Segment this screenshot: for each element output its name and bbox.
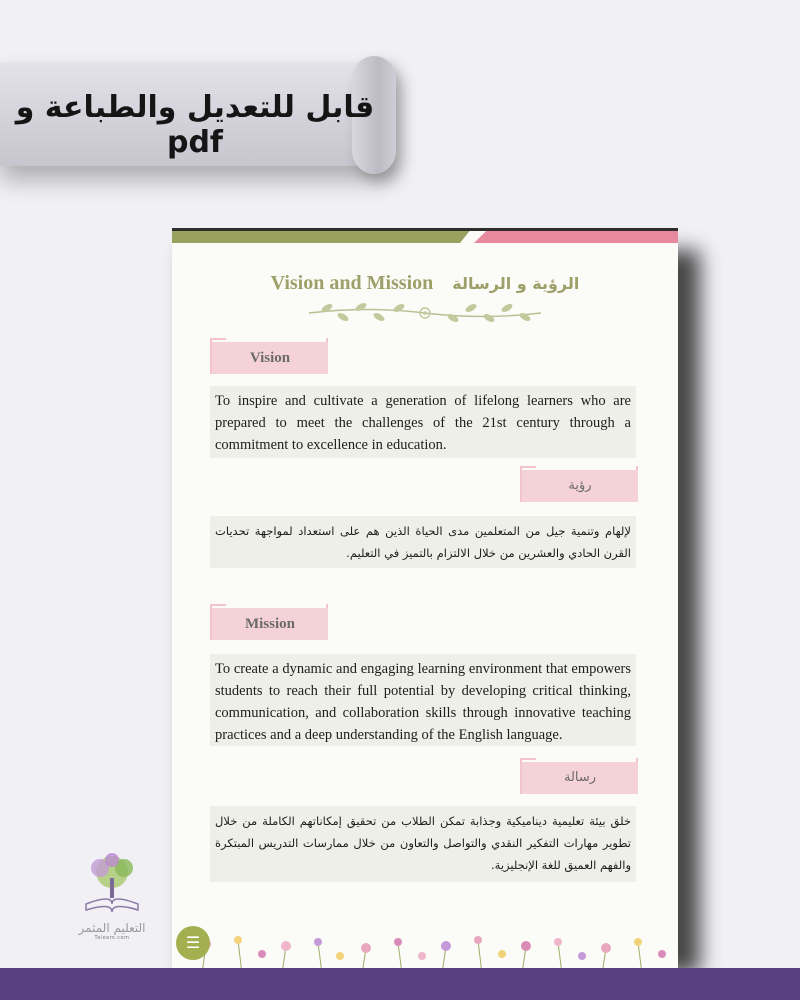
- risala-label: رسالة: [522, 762, 638, 794]
- page-title-ar: الرؤية و الرسالة: [452, 274, 580, 293]
- page-title-en: Vision and Mission: [270, 272, 434, 294]
- document-page: [172, 228, 678, 974]
- tree-book-icon: [80, 852, 144, 914]
- risala-text: خلق بيئة تعليمية ديناميكية وجذابة تمكن الطلاب من تحقيق إمكاناتهم الكاملة من خلال تطوير مهارات التفكير النقدي والتواصل والتعاون من خلال ممارسات التدريس المبتكرة والفهم العميق للغة الإنجليزية.: [210, 806, 636, 882]
- promo-ribbon-text: قابل للتعديل والطباعة و pdf: [15, 90, 375, 160]
- page-title: [172, 272, 678, 295]
- site-logo: [70, 852, 154, 941]
- header-bar-pink: [474, 231, 678, 243]
- vision-text: To inspire and cultivate a generation of lifelong learners who are prepared to meet the challenges of the 21st century through a commitment to excellence in education.: [210, 386, 636, 458]
- vine-ornament-icon: [307, 302, 543, 324]
- ruya-text: لإلهام وتنمية جيل من المتعلمين مدى الحياة الذين هم على استعداد لمواجهة تحديات القرن الحادي والعشرين من خلال الالتزام بالتميز في التعليم.: [210, 516, 636, 568]
- header-bar-line: [172, 228, 678, 231]
- vision-label: Vision: [212, 342, 328, 374]
- logo-subtitle: Taleem.com: [94, 935, 130, 941]
- logo-name: التعليم المثمر: [78, 921, 146, 935]
- list-icon[interactable]: ☰: [176, 926, 210, 960]
- ruya-label: رؤية: [522, 470, 638, 502]
- mission-text: To create a dynamic and engaging learning environment that empowers students to reach their full potential by developing critical thinking, communication, and collaboration skills through innovative teaching practices and a deep understanding of the English language.: [210, 654, 636, 746]
- footer-bar: [0, 968, 800, 1000]
- mission-label: Mission: [212, 608, 328, 640]
